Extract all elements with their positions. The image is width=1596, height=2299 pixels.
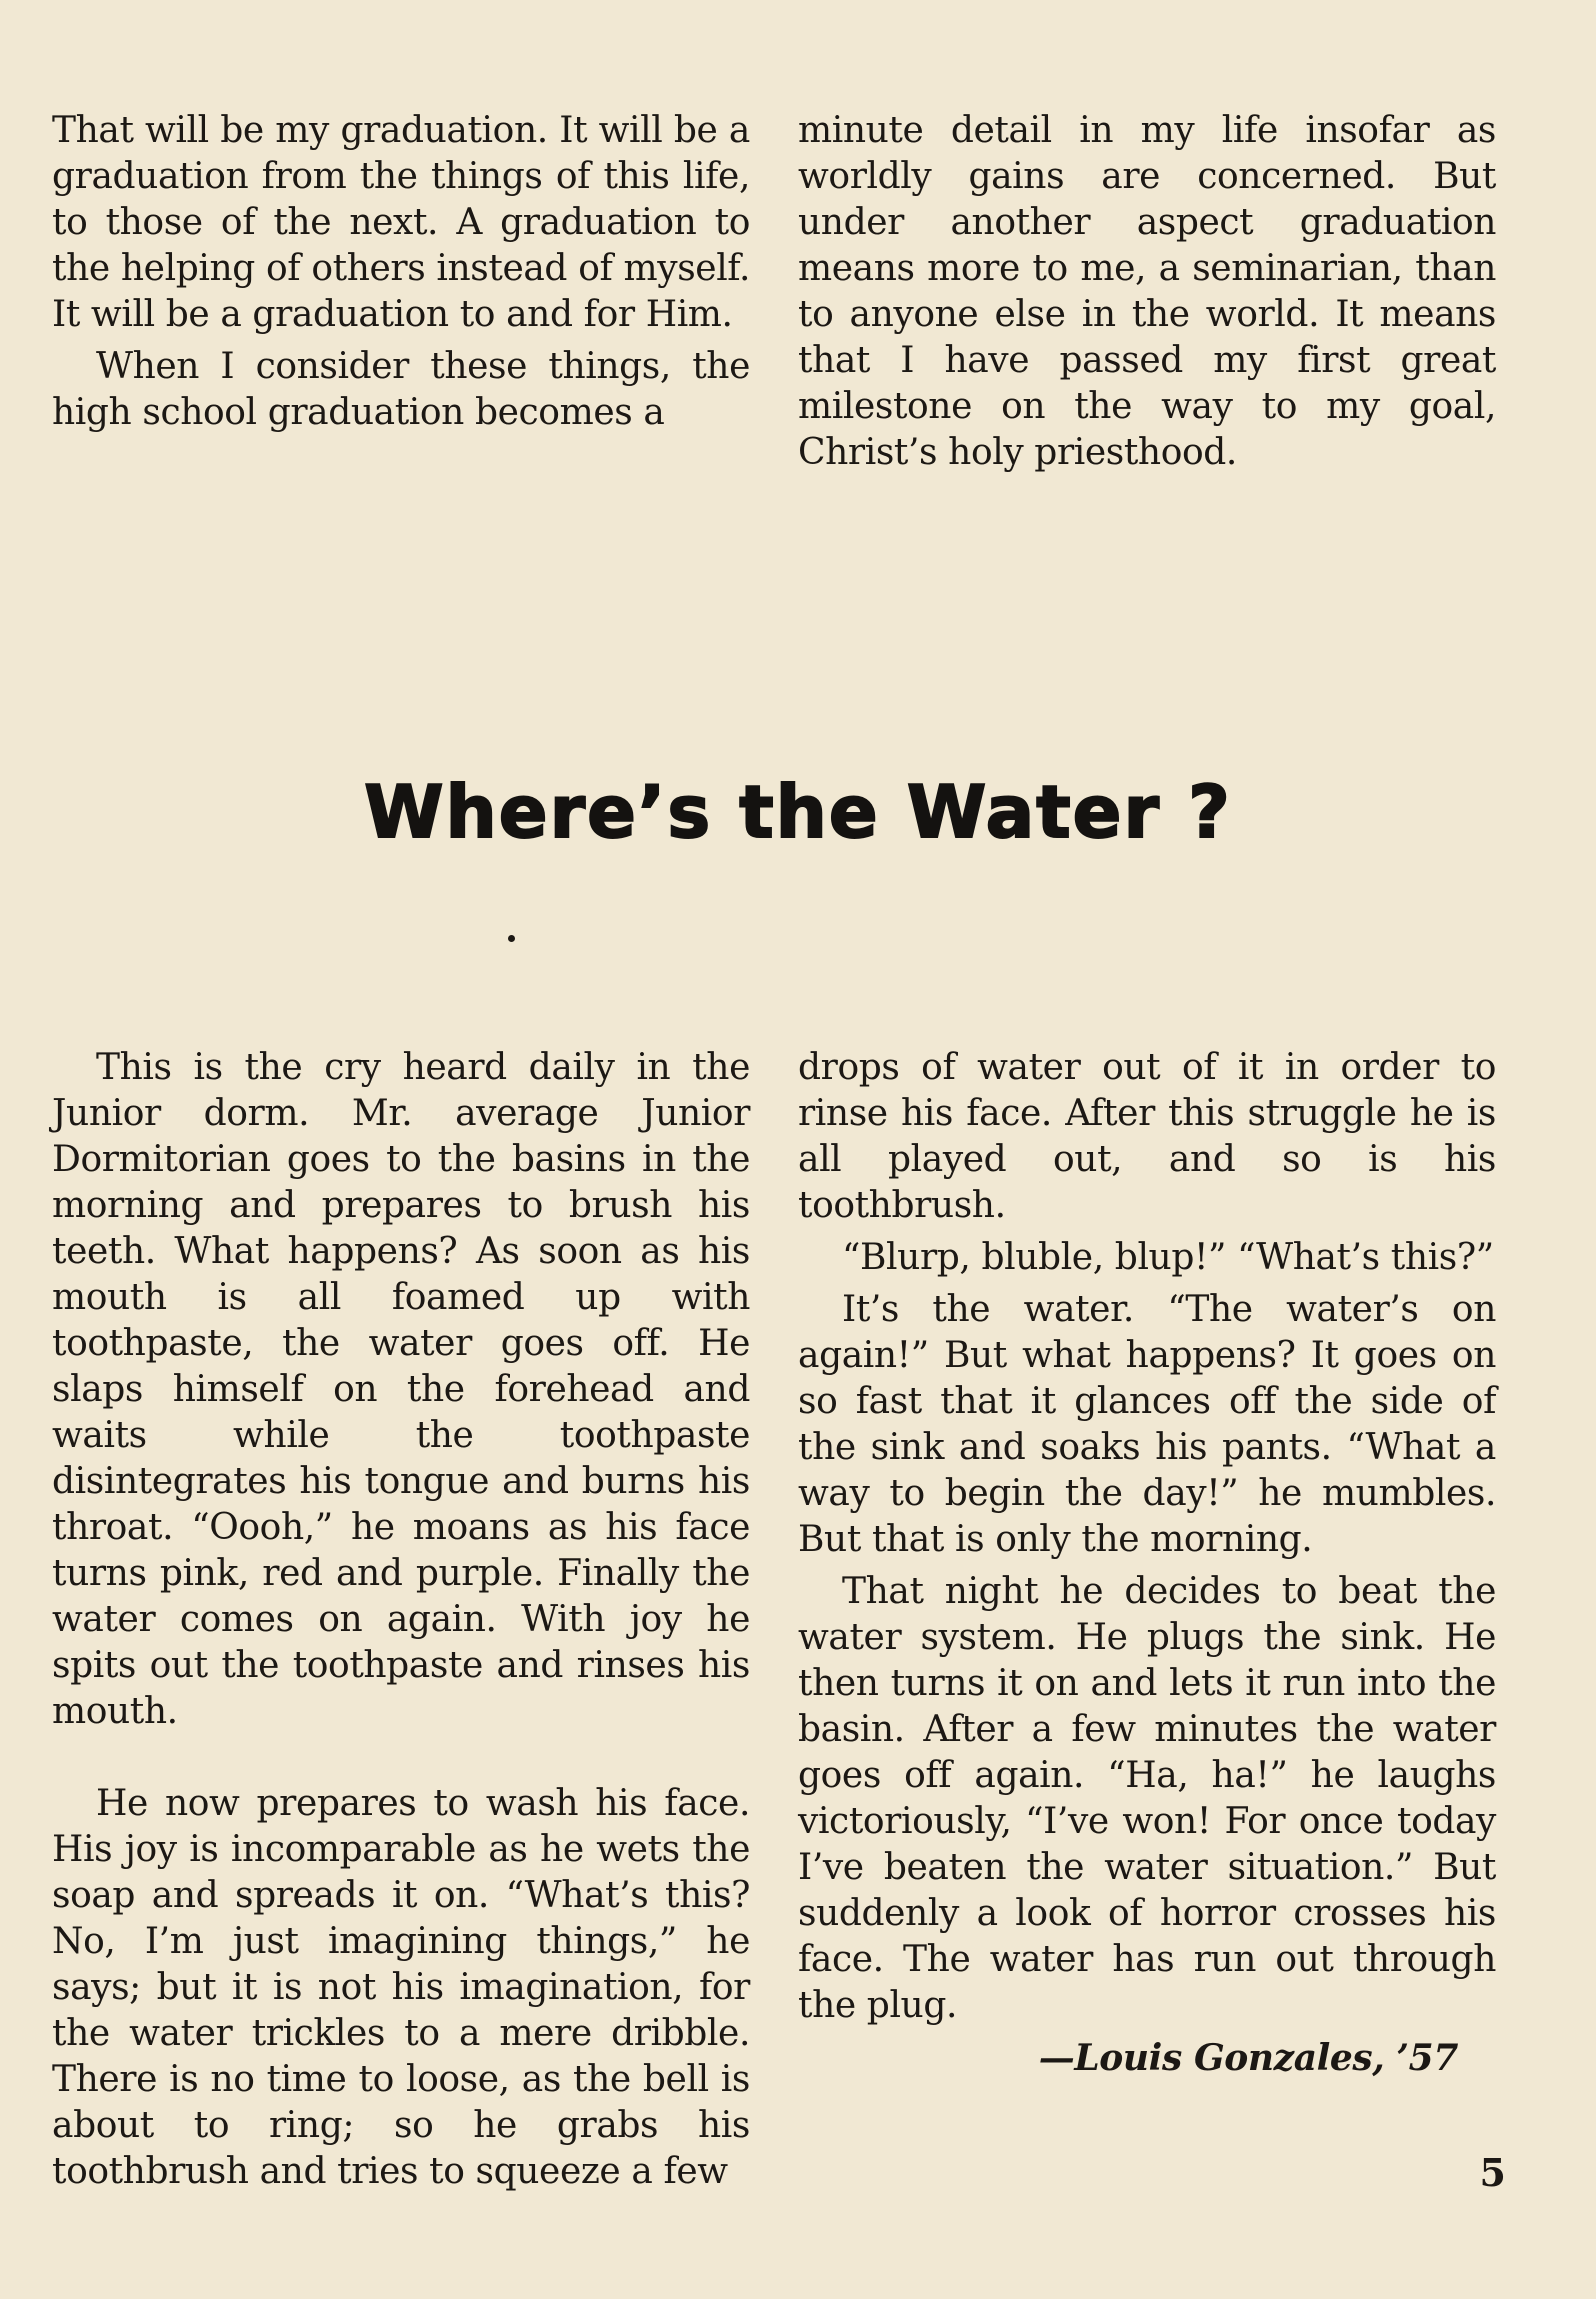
- top-left-column: [52, 108, 750, 442]
- paragraph: When I consider these things, the high school graduation becomes a: [52, 346, 750, 433]
- paragraph: He now prepares to wash his face. His joy is incomparable as he wets the soap and spreads it on. “What’s this? No, I’m just imagining things,” he says; but it is not his imagination, for the water trickles to a mere dribble. There is no time to loose, as the bell is about to ring; so he grabs his toothbrush and tries to squeeze a few: [52, 1783, 750, 2192]
- author-signature: —Louis Gonzales, ’57: [1038, 2037, 1458, 2079]
- paragraph: That night he decides to beat the water system. He plugs the sink. He then turns it on and lets it run into the basin. After a few minutes the water goes off again. “Ha, ha!” he laughs victoriously, “I’ve won! For once today I’ve beaten the water situation.” But suddenly a look of horror crosses his face. The water has run out through the plug.: [798, 1571, 1496, 2026]
- paragraph: “Blurp, bluble, blup!” “What’s this?”: [842, 1237, 1494, 1278]
- paragraph: minute detail in my life insofar as worldly gains are concerned. But under another aspect graduation means more to me, a seminarian, than to anyone else in the world. It means that I have passed my first great milestone on the way to my goal, Christ’s holy priesthood.: [798, 110, 1496, 473]
- paragraph: That will be my graduation. It will be a graduation from the things of this life, to those of the next. A graduation to the helping of others instead of myself. It will be a graduation to and for Him.: [52, 110, 750, 335]
- paragraph: drops of water out of it in order to rinse his face. After this struggle he is all played out, and so is his toothbrush.: [798, 1047, 1496, 1226]
- paragraph: It’s the water. “The water’s on again!” But what happens? It goes on so fast that it glances off the side of the sink and soaks his pants. “What a way to begin the day!” he mumbles. But that is only the morning.: [798, 1289, 1496, 1560]
- top-right-column: [798, 108, 1496, 482]
- ornament-dot: [508, 935, 515, 942]
- article-left-column: [52, 1045, 750, 2201]
- article-title: Where’s the Water ?: [364, 770, 1232, 854]
- paragraph: This is the cry heard daily in the Junior dorm. Mr. average Junior Dormitorian goes to the basins in the morning and prepares to brush his teeth. What happens? As soon as his mouth is all foamed up with toothpaste, the water goes off. He slaps himself on the forehead and waits while the toothpaste disintegrates his tongue and burns his throat. “Oooh,” he moans as his face turns pink, red and purple. Finally the water comes on again. With joy he spits out the toothpaste and rinses his mouth.: [52, 1047, 750, 1732]
- article-right-column: [798, 1045, 1496, 2087]
- page-number: 5: [1479, 2150, 1506, 2195]
